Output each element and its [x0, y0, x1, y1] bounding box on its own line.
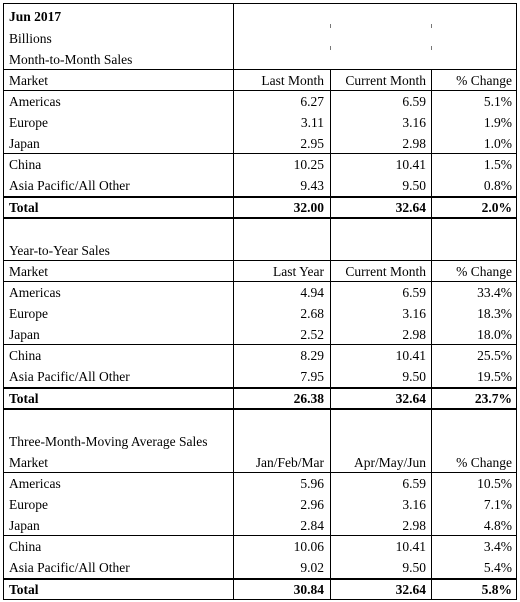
- section-divider: [3, 217, 517, 219]
- table-cell: 8.29: [300, 348, 324, 363]
- market-name: Americas: [9, 285, 61, 300]
- total-label: Total: [9, 200, 39, 215]
- column-header: Jan/Feb/Mar: [255, 455, 324, 470]
- column-header: Apr/May/Jun: [354, 455, 426, 470]
- table-cell: 3.16: [402, 497, 426, 512]
- column-header-market: Market: [9, 264, 48, 279]
- table-cell: 5.1%: [483, 94, 512, 109]
- market-name: China: [9, 539, 42, 554]
- column-divider: [233, 3, 234, 600]
- table-cell: 6.59: [402, 285, 426, 300]
- table-cell: 2.95: [300, 136, 324, 151]
- sales-table-frame: [3, 3, 517, 600]
- header-tick-mark: [431, 46, 432, 50]
- column-header: % Change: [456, 455, 512, 470]
- table-cell: 9.50: [402, 560, 426, 575]
- column-header-market: Market: [9, 455, 48, 470]
- market-name: Europe: [9, 115, 48, 130]
- table-cell: 7.1%: [483, 497, 512, 512]
- total-divider: [3, 387, 517, 389]
- market-name: Americas: [9, 94, 61, 109]
- table-cell: 3.16: [402, 306, 426, 321]
- column-header: Last Year: [273, 264, 324, 279]
- table-cell: 9.50: [402, 369, 426, 384]
- total-cell: 32.64: [395, 582, 426, 597]
- header-tick-mark: [330, 46, 331, 50]
- market-name: Americas: [9, 476, 61, 491]
- table-cell: 2.98: [402, 327, 426, 342]
- section-divider: [3, 408, 517, 410]
- table-cell: 10.06: [293, 539, 324, 554]
- row-divider: [3, 90, 517, 91]
- column-header: Last Month: [261, 73, 324, 88]
- market-name: Asia Pacific/All Other: [9, 369, 130, 384]
- table-cell: 6.59: [402, 94, 426, 109]
- table-cell: 9.50: [402, 178, 426, 193]
- total-label: Total: [9, 391, 39, 406]
- market-name: Asia Pacific/All Other: [9, 178, 130, 193]
- market-name: Europe: [9, 306, 48, 321]
- row-divider: [3, 260, 517, 261]
- units-label: Billions: [9, 31, 52, 46]
- total-cell: 2.0%: [481, 200, 512, 215]
- column-header: % Change: [456, 73, 512, 88]
- table-cell: 7.95: [300, 369, 324, 384]
- table-cell: 25.5%: [477, 348, 512, 363]
- table-cell: 1.9%: [483, 115, 512, 130]
- header-tick-mark: [431, 24, 432, 28]
- table-cell: 33.4%: [477, 285, 512, 300]
- table-cell: 2.98: [402, 518, 426, 533]
- section-title: Month-to-Month Sales: [9, 52, 133, 67]
- column-header: % Change: [456, 264, 512, 279]
- table-cell: 5.4%: [483, 560, 512, 575]
- table-cell: 1.5%: [483, 157, 512, 172]
- table-cell: 3.16: [402, 115, 426, 130]
- total-cell: 32.00: [293, 200, 324, 215]
- table-cell: 3.4%: [483, 539, 512, 554]
- total-cell: 32.64: [395, 391, 426, 406]
- table-cell: 2.84: [300, 518, 324, 533]
- table-cell: 2.98: [402, 136, 426, 151]
- table-cell: 18.3%: [477, 306, 512, 321]
- table-cell: 10.41: [395, 348, 426, 363]
- section-title: Three-Month-Moving Average Sales: [9, 434, 208, 449]
- total-cell: 26.38: [293, 391, 324, 406]
- row-divider: [3, 281, 517, 282]
- table-cell: 6.27: [300, 94, 324, 109]
- table-cell: 18.0%: [477, 327, 512, 342]
- table-cell: 4.94: [300, 285, 324, 300]
- market-name: China: [9, 157, 42, 172]
- table-cell: 5.96: [300, 476, 324, 491]
- table-cell: 0.8%: [483, 178, 512, 193]
- row-divider: [3, 153, 517, 154]
- column-divider: [330, 69, 331, 600]
- market-name: Asia Pacific/All Other: [9, 560, 130, 575]
- row-divider: [3, 69, 517, 70]
- row-divider: [3, 535, 517, 536]
- table-cell: 9.43: [300, 178, 324, 193]
- table-cell: 19.5%: [477, 369, 512, 384]
- row-divider: [3, 344, 517, 345]
- table-cell: 10.25: [293, 157, 324, 172]
- total-cell: 23.7%: [474, 391, 512, 406]
- table-cell: 3.11: [300, 115, 324, 130]
- table-cell: 2.68: [300, 306, 324, 321]
- column-header: Current Month: [345, 73, 426, 88]
- report-period: Jun 2017: [9, 9, 62, 24]
- total-divider: [3, 196, 517, 198]
- total-cell: 30.84: [293, 582, 324, 597]
- table-cell: 4.8%: [483, 518, 512, 533]
- total-divider: [3, 578, 517, 580]
- row-divider: [3, 472, 517, 473]
- market-name: Japan: [9, 136, 40, 151]
- table-cell: 2.52: [300, 327, 324, 342]
- total-cell: 5.8%: [481, 582, 512, 597]
- column-divider: [431, 69, 432, 600]
- table-cell: 10.41: [395, 539, 426, 554]
- market-name: Japan: [9, 518, 40, 533]
- section-title: Year-to-Year Sales: [9, 243, 110, 258]
- total-cell: 32.64: [395, 200, 426, 215]
- column-header-market: Market: [9, 73, 48, 88]
- market-name: Japan: [9, 327, 40, 342]
- table-cell: 2.96: [300, 497, 324, 512]
- table-cell: 6.59: [402, 476, 426, 491]
- table-cell: 10.41: [395, 157, 426, 172]
- table-cell: 9.02: [300, 560, 324, 575]
- market-name: Europe: [9, 497, 48, 512]
- column-header: Current Month: [345, 264, 426, 279]
- total-label: Total: [9, 582, 39, 597]
- table-cell: 10.5%: [477, 476, 512, 491]
- header-tick-mark: [330, 24, 331, 28]
- market-name: China: [9, 348, 42, 363]
- table-cell: 1.0%: [483, 136, 512, 151]
